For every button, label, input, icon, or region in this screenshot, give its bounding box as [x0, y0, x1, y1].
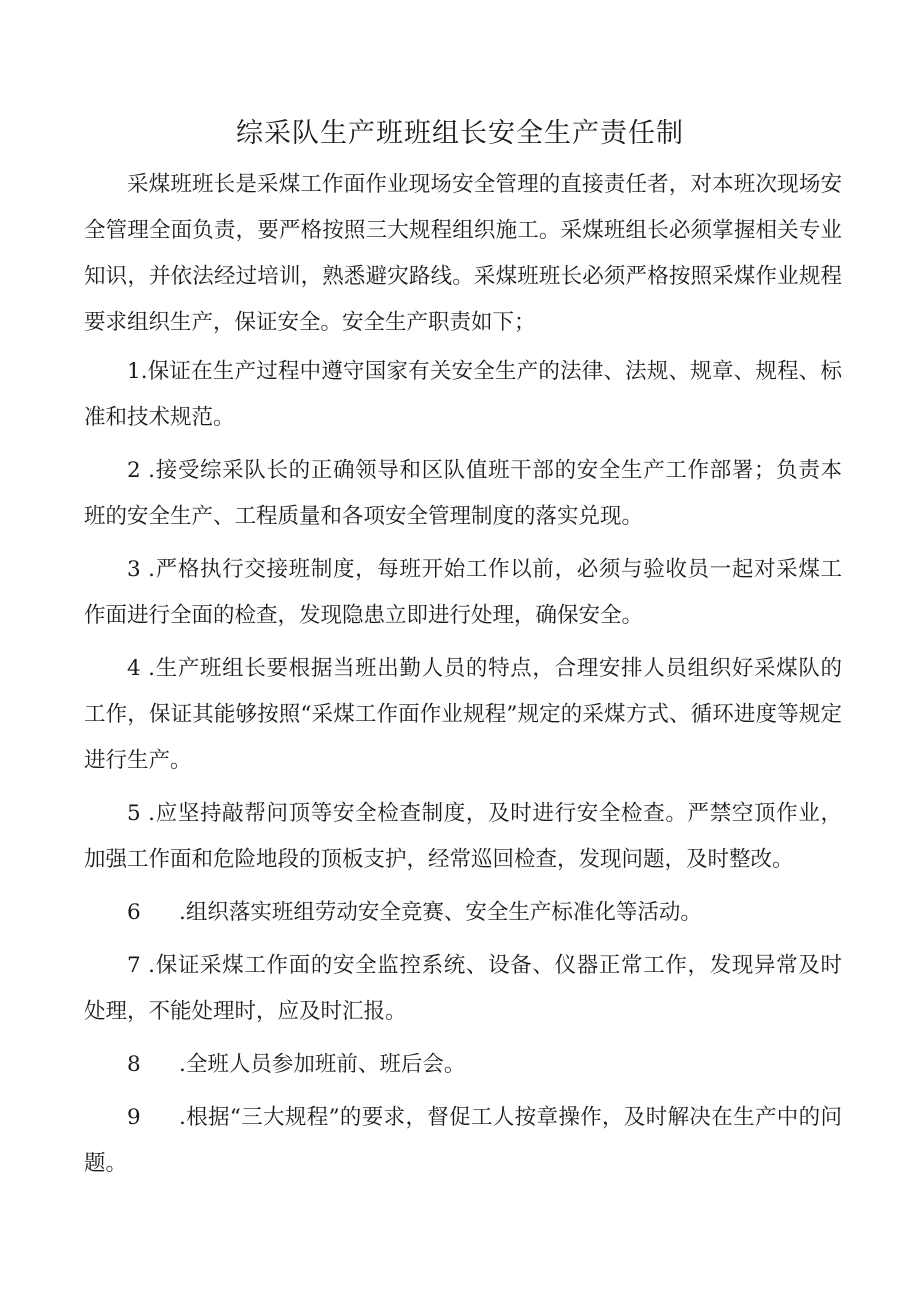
list-item — [84, 1042, 842, 1088]
list-item — [84, 448, 842, 540]
item-number: 4 — [127, 656, 141, 681]
list-item — [84, 1095, 842, 1187]
item-number: 1 — [127, 359, 141, 384]
document-body — [84, 162, 842, 1194]
item-number: 9 — [127, 1105, 141, 1130]
item-text: 严格执行交接班制度，每班开始工作以前，必须与验收员一起对采煤工作面进行全面的检查，发现隐患立即进行处理，确保安全。 — [84, 557, 842, 628]
item-number: 8 — [127, 1052, 141, 1077]
item-text: 全班人员参加班前、班后会。 — [185, 1052, 466, 1077]
item-separator: . — [179, 1105, 186, 1130]
item-separator: . — [140, 953, 156, 978]
item-text: 组织落实班组劳动安全竞赛、安全生产标准化等活动。 — [185, 900, 702, 925]
item-number: 6 — [127, 900, 141, 925]
item-separator: . — [140, 458, 156, 483]
item-separator: . — [140, 557, 156, 582]
item-number: 5 — [127, 801, 141, 826]
item-text: 生产班组长要根据当班出勤人员的特点，合理安排人员组织好采煤队的工作，保证其能够按照“采煤工作面作业规程”规定的采煤方式、循环进度等规定进行生产。 — [84, 656, 842, 773]
list-item — [84, 890, 842, 936]
list-item — [84, 646, 842, 784]
item-text: 根据“三大规程”的要求，督促工人按章操作，及时解决在生产中的问题。 — [84, 1105, 842, 1176]
item-separator: . — [179, 900, 186, 925]
item-text: 接受综采队长的正确领导和区队值班干部的安全生产工作部署；负责本班的安全生产、工程质量和各项安全管理制度的落实兑现。 — [84, 458, 842, 529]
item-separator: . — [179, 1052, 186, 1077]
item-separator: . — [140, 359, 148, 384]
item-text: 保证在生产过程中遵守国家有关安全生产的法律、法规、规章、规程、标准和技术规范。 — [84, 359, 842, 430]
document-title: 综采队生产班班组长安全生产责任制 — [236, 118, 684, 149]
item-separator: . — [140, 656, 156, 681]
item-number: 3 — [127, 557, 141, 582]
item-text: 保证采煤工作面的安全监控系统、设备、仪器正常工作，发现异常及时处理，不能处理时，应及时汇报。 — [84, 953, 842, 1024]
list-item — [84, 791, 842, 883]
list-item — [84, 547, 842, 639]
item-text: 应坚持敲帮问顶等安全检查制度，及时进行安全检查。严禁空顶作业，加强工作面和危险地段的顶板支护，经常巡回检查，发现问题，及时整改。 — [84, 801, 842, 872]
item-number: 7 — [127, 953, 141, 978]
list-item — [84, 943, 842, 1035]
item-number: 2 — [127, 458, 141, 483]
list-item — [84, 349, 842, 441]
intro-paragraph: 采煤班班长是采煤工作面作业现场安全管理的直接责任者，对本班次现场安全管理全面负责，要严格按照三大规程组织施工。采煤班组长必须掌握相关专业知识，并依法经过培训，熟悉避灾路线。采煤班班长必须严格按照采煤作业规程要求组织生产，保证安全。安全生产职责如下； — [84, 172, 842, 335]
item-separator: . — [140, 801, 156, 826]
